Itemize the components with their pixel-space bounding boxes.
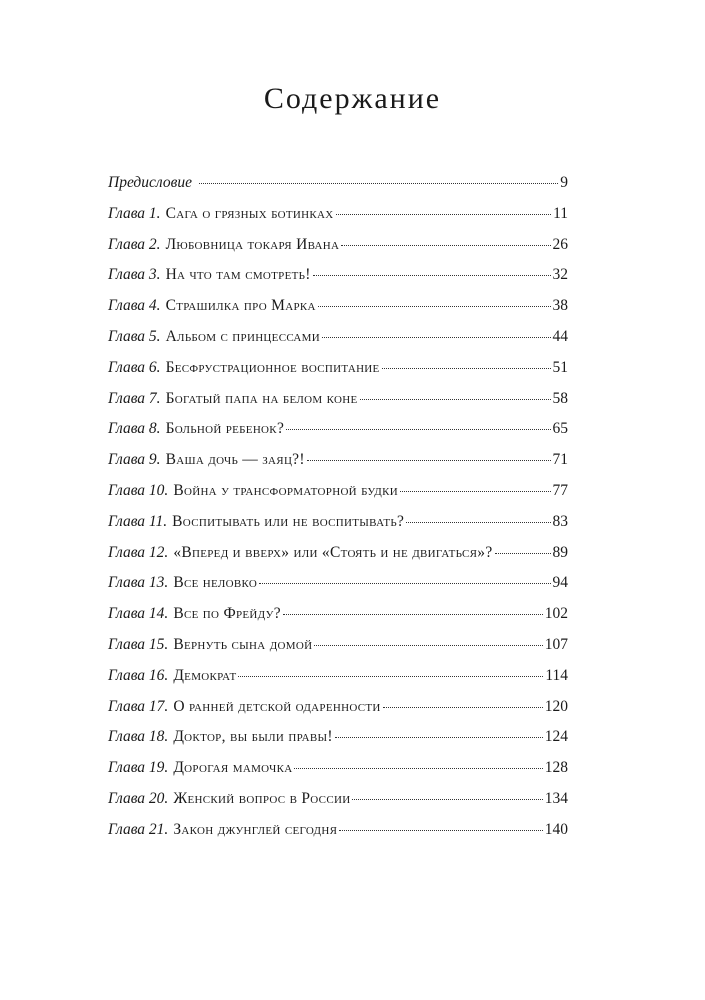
dot-leader [400, 491, 551, 492]
dot-leader [352, 799, 542, 800]
toc-entry[interactable] [108, 605, 568, 636]
dot-leader [495, 553, 551, 554]
table-of-contents [108, 174, 568, 852]
toc-entry[interactable] [108, 482, 568, 513]
dot-leader [294, 768, 542, 769]
toc-entry[interactable] [108, 297, 568, 328]
toc-entry-label: Глава 1. [108, 204, 161, 222]
toc-entry[interactable] [108, 574, 568, 605]
toc-entry-title: Богатый папа на белом коне [165, 389, 358, 407]
toc-entry-label: Глава 8. [108, 420, 161, 438]
toc-entry-page: 32 [552, 266, 568, 284]
toc-entry[interactable] [108, 205, 568, 236]
toc-entry-title: Ваша дочь — заяц?! [165, 451, 305, 469]
toc-entry-title: «Вперед и вверх» или «Стоять и не двигаться»? [173, 543, 493, 561]
toc-entry-title: Больной ребенок? [165, 420, 285, 438]
toc-entry-page: 11 [553, 204, 568, 222]
toc-entry-page: 107 [544, 635, 568, 653]
toc-entry[interactable] [108, 698, 568, 729]
toc-entry-title: Сага о грязных ботинках [165, 204, 334, 222]
page-title: Содержание [263, 82, 442, 115]
toc-entry-title: Демократ [173, 666, 237, 684]
toc-entry-label: Глава 15. [108, 635, 169, 653]
toc-entry-page: 89 [552, 543, 568, 561]
toc-entry-title: Страшилка про Марка [165, 297, 316, 315]
toc-entry-page: 120 [544, 697, 568, 715]
dot-leader [318, 306, 551, 307]
toc-entry-page: 71 [552, 451, 568, 469]
toc-entry-label: Глава 6. [108, 358, 161, 376]
toc-entry[interactable] [108, 790, 568, 821]
toc-entry-title: Дорогая мамочка [173, 759, 293, 777]
toc-entry-label: Глава 3. [108, 266, 161, 284]
toc-entry-page: 128 [544, 759, 568, 777]
toc-entry[interactable] [108, 174, 568, 205]
dot-leader [238, 676, 543, 677]
toc-entry-label: Глава 19. [108, 759, 169, 777]
toc-entry-page: 114 [545, 666, 568, 684]
dot-leader [322, 337, 551, 338]
toc-entry-label: Глава 12. [108, 543, 169, 561]
toc-entry[interactable] [108, 821, 568, 852]
toc-entry-label: Глава 16. [108, 666, 169, 684]
dot-leader [406, 522, 550, 523]
toc-entry-title: О ранней детской одаренности [173, 697, 381, 715]
toc-entry-title: Бесфрустрационное воспитание [165, 358, 380, 376]
toc-entry-title: На что там смотреть! [165, 266, 311, 284]
dot-leader [286, 429, 550, 430]
toc-entry-label: Глава 13. [108, 574, 169, 592]
toc-entry-page: 140 [544, 820, 568, 838]
dot-leader [307, 460, 551, 461]
toc-entry-page: 94 [552, 574, 568, 592]
toc-entry-label: Глава 11. [108, 512, 168, 530]
dot-leader [383, 707, 543, 708]
toc-entry-page: 77 [552, 481, 568, 499]
toc-entry-page: 124 [544, 728, 568, 746]
dot-leader [335, 737, 543, 738]
toc-entry-page: 51 [552, 358, 568, 376]
toc-entry[interactable] [108, 266, 568, 297]
toc-entry[interactable] [108, 544, 568, 575]
toc-entry-label: Глава 10. [108, 481, 169, 499]
toc-entry-label: Предисловие [108, 174, 192, 191]
dot-leader [259, 583, 550, 584]
toc-entry-page: 134 [544, 789, 568, 807]
dot-leader [382, 368, 551, 369]
toc-entry-title: Женский вопрос в России [173, 789, 351, 807]
toc-entry-title: Все неловко [173, 574, 258, 592]
toc-entry-title: Альбом с принцессами [165, 327, 320, 345]
dot-leader [341, 245, 550, 246]
toc-entry-label: Глава 21. [108, 820, 169, 838]
toc-entry-page: 26 [552, 235, 568, 253]
toc-entry-title: Любовница токаря Ивана [165, 235, 340, 253]
toc-entry-label: Глава 4. [108, 297, 161, 315]
toc-entry[interactable] [108, 390, 568, 421]
dot-leader [336, 214, 552, 215]
toc-entry-label: Глава 2. [108, 235, 161, 253]
toc-entry-title: Все по Фрейду? [173, 605, 281, 623]
toc-entry[interactable] [108, 728, 568, 759]
dot-leader [283, 614, 543, 615]
toc-entry-label: Глава 5. [108, 327, 161, 345]
toc-entry-title: Война у трансформаторной будки [173, 481, 398, 499]
toc-entry[interactable] [108, 328, 568, 359]
toc-entry[interactable] [108, 513, 568, 544]
dot-leader [313, 275, 551, 276]
toc-entry-page: 65 [552, 420, 568, 438]
toc-entry-label: Глава 9. [108, 451, 161, 469]
toc-entry[interactable] [108, 359, 568, 390]
toc-entry-page: 44 [552, 327, 568, 345]
toc-entry-label: Глава 18. [108, 728, 169, 746]
toc-entry-label: Глава 14. [108, 605, 169, 623]
toc-entry-title: Вернуть сына домой [173, 635, 313, 653]
dot-leader [339, 830, 543, 831]
toc-entry-page: 38 [552, 297, 568, 315]
toc-entry[interactable] [108, 667, 568, 698]
toc-entry[interactable] [108, 236, 568, 267]
toc-entry[interactable] [108, 420, 568, 451]
toc-entry-page: 58 [552, 389, 568, 407]
toc-entry-title: Закон джунглей сегодня [173, 820, 338, 838]
dot-leader [199, 183, 558, 184]
toc-entry[interactable] [108, 759, 568, 790]
toc-entry-label: Глава 20. [108, 789, 169, 807]
toc-entry[interactable] [108, 451, 568, 482]
toc-entry-title: Воспитывать или не воспитывать? [172, 512, 405, 530]
toc-entry[interactable] [108, 636, 568, 667]
toc-entry-page: 83 [552, 512, 568, 530]
toc-entry-label: Глава 17. [108, 697, 169, 715]
dot-leader [360, 399, 551, 400]
dot-leader [314, 645, 542, 646]
toc-entry-page: 102 [544, 605, 568, 623]
toc-entry-title: Доктор, вы были правы! [173, 728, 333, 746]
toc-entry-label: Глава 7. [108, 389, 161, 407]
toc-entry-page: 9 [560, 174, 568, 191]
